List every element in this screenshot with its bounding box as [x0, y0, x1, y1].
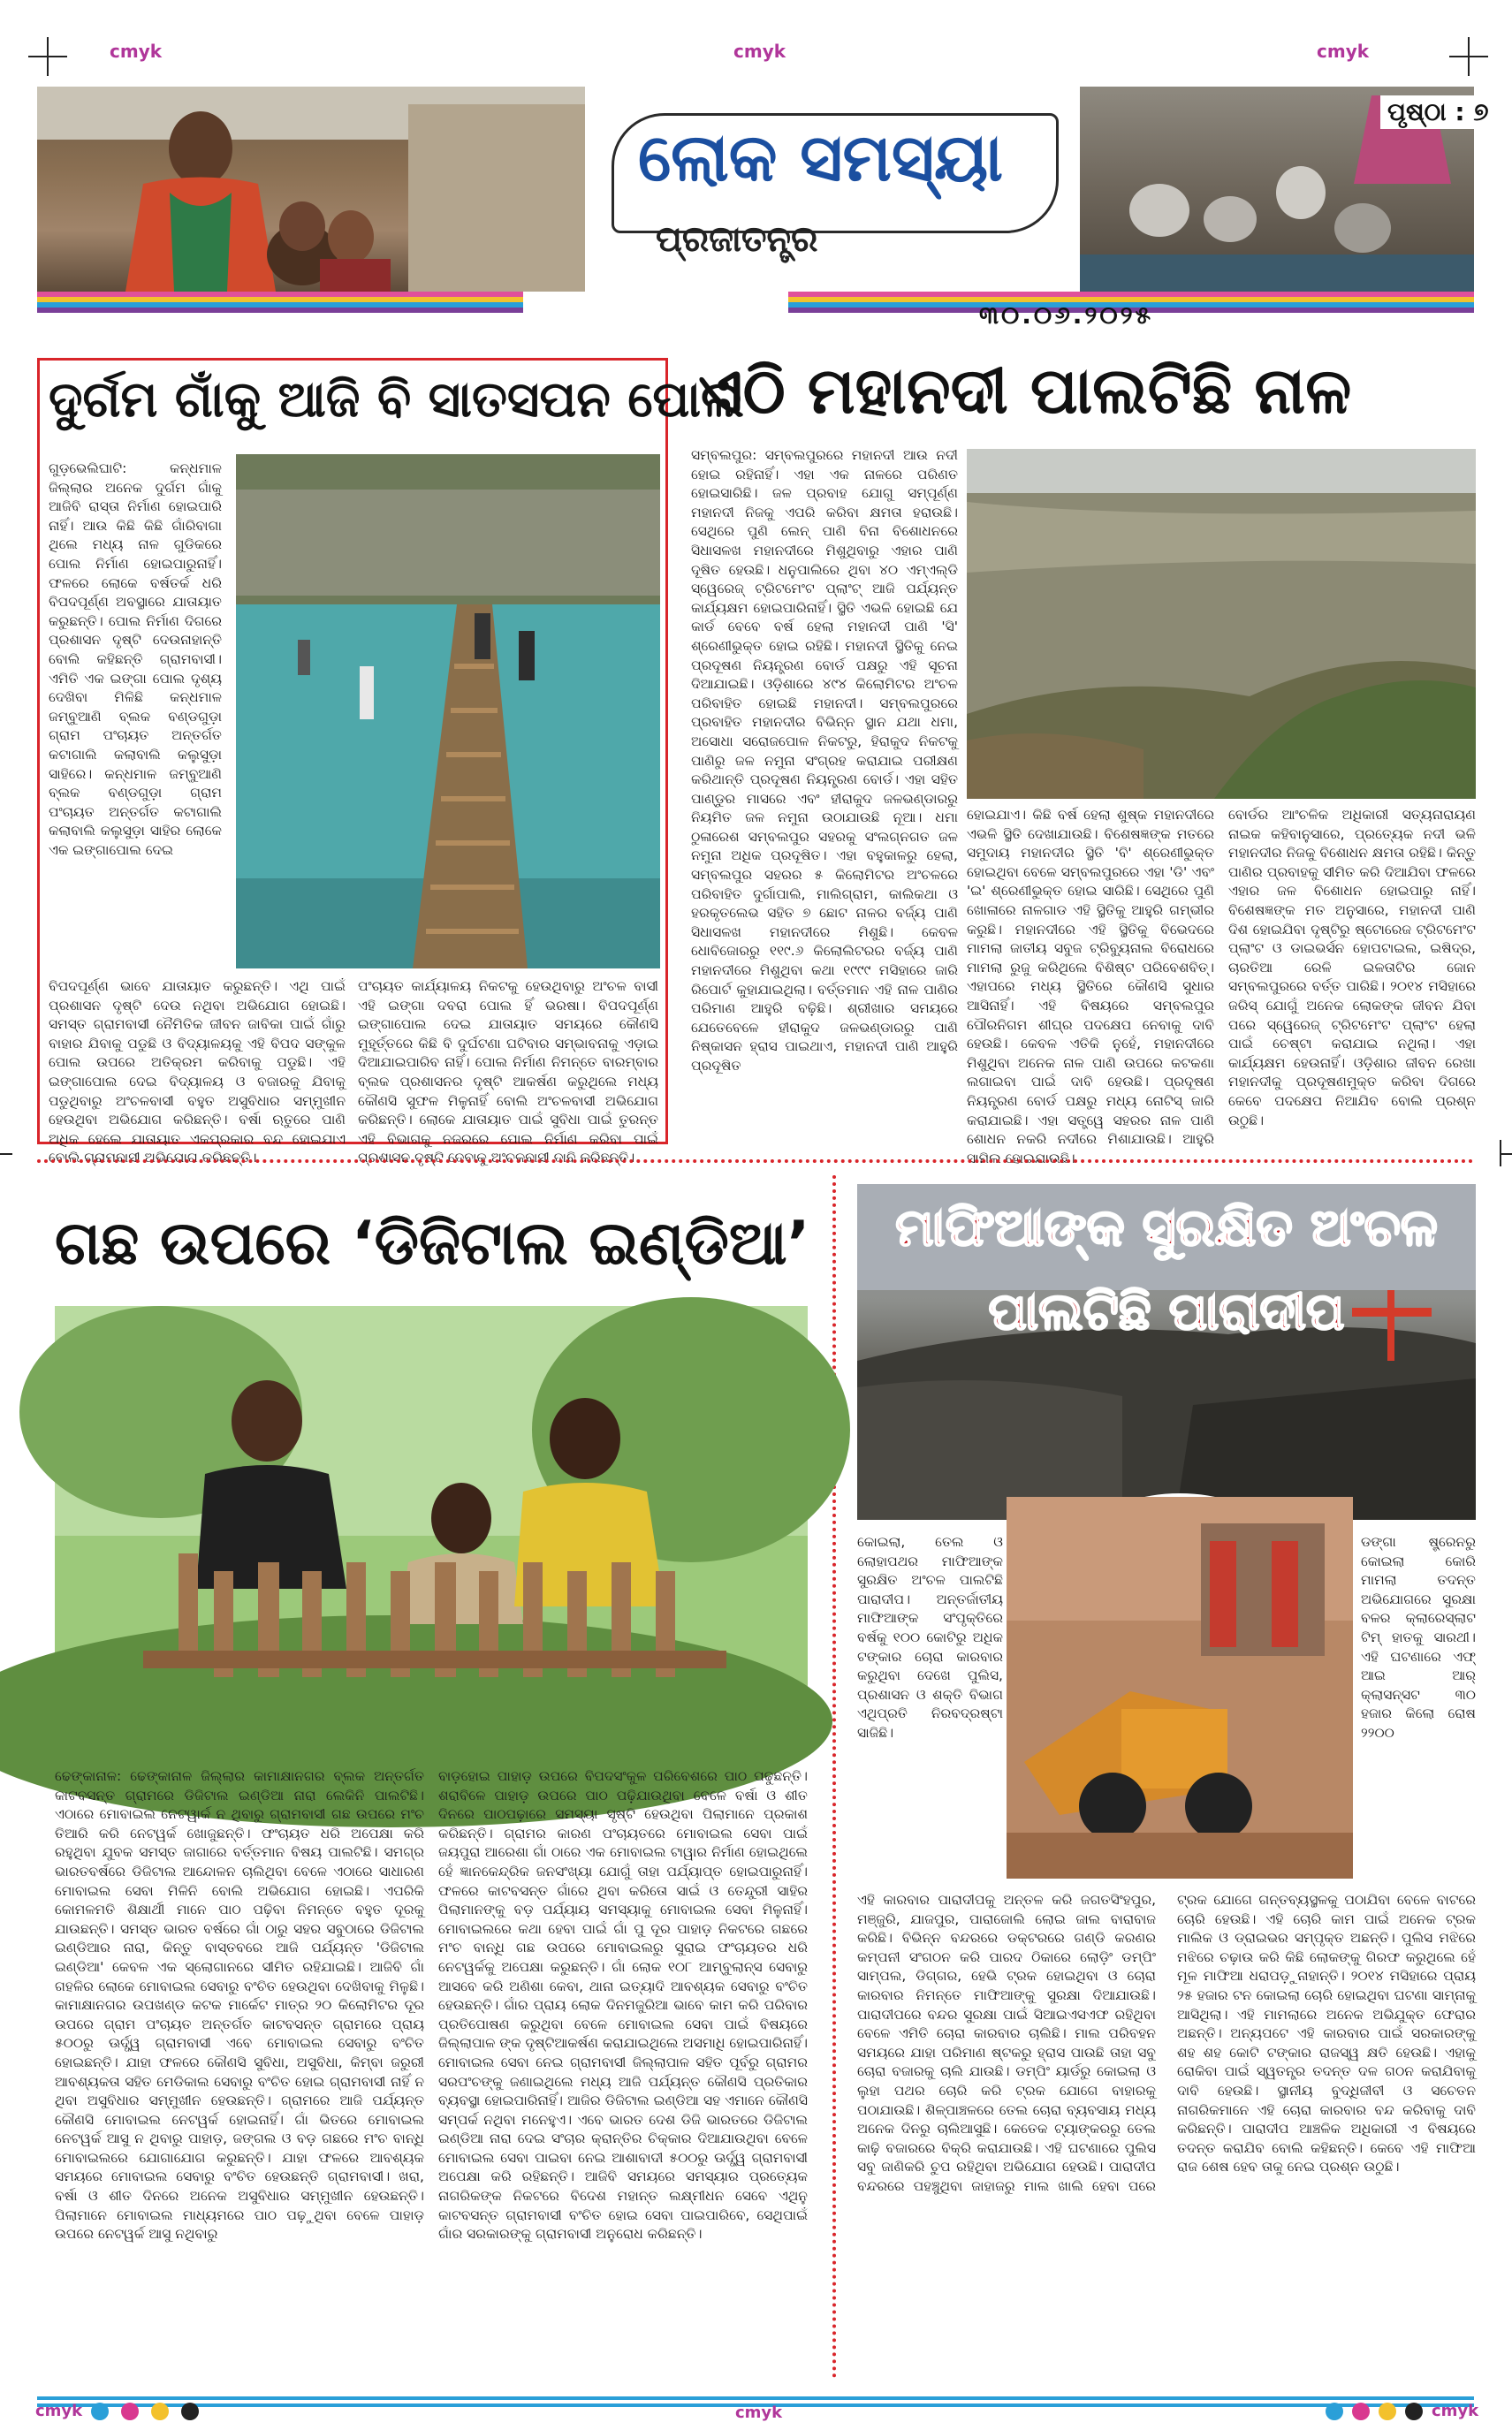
dotted-separator-vertical [832, 1175, 836, 2379]
story-digital-text-col2: ବାଡ଼ହୋଇ ପାହାଡ଼ ଉପରେ ବିପଦସଂକୁଳ ପରିବେଶରେ ପାଠ ପଢୁଛନ୍ତି। ଶରାବିଳେ ପାହାଡ଼ ଉପରେ ପାଠ ପଢ଼ିଯାଉଥିବା ବେଳେ ବର୍ଷା ଓ ଶୀତ ଦିନରେ ପାଠପଢ଼ାରେ ସମସ୍ୟା ସୃଷ୍ଟି ହେଉଥିବା ପିଲାମାନେ ପ୍ରକାଶ କରିଛନ୍ତି। ଗ୍ରାମର କାରଣ ପଂଚାୟତରେ ମୋବାଇଲ ସେବା ପାଇଁ ଜୟପୁରା ଆରେଶା ଗାଁ ଠାରେ ଏକ ମୋବାଇଲ ଟାୱାର ନିର୍ମାଣ ହୋଇଥିଲେ ହେଁ ଜ୍ଞାନକେନ୍ଦ୍ରିକ ଜନସଂଖ୍ୟା ଯୋଗୁଁ ତାହା ପର୍ଯ୍ୟାପ୍ତ ହୋଇପାରୁନାହିଁ। ଫଳରେ କାଟବସନ୍ତ ଗାଁରେ ଥିବା କରିତୋ ସାଇଁ ଓ ତେନ୍ଦୁରୀ ସାହିର ପିଲାମାନଙ୍କୁ ବଡ଼ ପର୍ଯ୍ୟାୟ ସମସ୍ୟାକୁ ମୋବାଇଲ ସେବା ମିଳୁନାହିଁ। ମୋବାଇଲରେ କଥା ହେବା ପାଇଁ ଗାଁ ପୁ ଦୂର ପାହାଡ଼ ନିକଟରେ ଗଛରେ ମଂଚ ବାନ୍ଧି ଗଛ ଉପରେ ମୋବାଇଲରୁ ସୁରାଇ ଫଂଚାୟତର ଧରି ନେଟୱର୍କକୁ ଅପେକ୍ଷା କରୁଛନ୍ତି। ଗାଁ ଲୋକ ୧୦୮ ଆମ୍ବୁଲାନ୍ସ ସେବାରୁ ଆସବେ କରି ଅଣିଶା କେବା, ଥାନା ଇତ୍ୟାଦି ଆବଶ୍ୟକ ସେବାରୁ ବଂଚିତ ହେଉଛନ୍ତି। ଗାଁର ପ୍ରାୟ ଲୋକ ଦିନମଜୁରିଆ ଭାବେ କାମ କରି ପରିବାର ପ୍ରତିପୋଷଣ କରୁଥିବା ବେଳେ ମୋବାଇଲ ସେବା ପାଇଁ ବିଷୟରେ ଜିଲ୍ଲାପାଳ ଙ୍କ ଦୃଷ୍ଟିଆକର୍ଷଣ କରାଯାଇଥିଲେ ଅସମାଧି ହୋଇପାରିନାହିଁ। ମୋବାଇଲ ସେବା ନେଇ ଗ୍ରାମବାସୀ ଜିଲ୍ଲାପାଳ ସହିତ ପୂର୍ବରୁ ଗ୍ରାମର ସରପଂଚଙ୍କୁ ଜଣାଇଥିଲେ ମଧ୍ୟ ଆଜି ପର୍ଯ୍ୟନ୍ତ କୌଣସି ପ୍ରତିକାର ବ୍ୟବସ୍ଥା ହୋଇପାରିନାହିଁ। ଆଜିର ଡିଜିଟାଲ ଇଣ୍ଡିଆ ସହ ଏମାନେ କୌଣସି ସମ୍ପର୍କ ନଥିବା ମନେହୁଏ। ଏବେ ଭାରତ ଦେଶ ଡିଜି ଭାରତରେ ଡିଜିଟାଲ ଇଣ୍ଡିଆ ନାରା ଦେଇ ସଂଚାର କ୍ରାନ୍ତିର ଚିକ୍କାର ଦିଆଯାଉଥିବା ବେଳେ ମୋବାଇଲ ସେବା ପାଇବା ନେଇ ଆଶାବାଦୀ ୫୦୦ରୁ ଊର୍ଦ୍ଧ୍ୱ ଗ୍ରାମବାସୀ ଅପେକ୍ଷା କରି ରହିଛନ୍ତି। ଆଜିବି ସମୟରେ ସମସ୍ୟାର ପ୍ରତ୍ୟେକ ନାଗରିକଙ୍କ ନିକଟରେ ବିଦେଶ ମହାନ୍ତ ଲକ୍ଷ୍ମୀଧନ ସେବେ ଏଥିନୁ କାଟବସନ୍ତ ଗ୍ରାମବାସୀ ବଂଚିତ ହୋଇ ସେବା ପାଇପାରିବେ, ସେଥିପାଇଁ ଗାଁର ସରକାରଙ୍କୁ ଗ୍ରାମବାସୀ ଅନୁରୋଧ କରିଛନ୍ତି। [438, 1768, 808, 2243]
issue-date: ୩୦.୦୬.୨୦୨୫ [979, 300, 1154, 330]
story-bridge-box [37, 358, 744, 1166]
footer-cmyk-center: cmyk [735, 2403, 783, 2422]
masthead-title: ଲୋକ ସମସ୍ୟା [638, 120, 1004, 196]
page-number-label: ପୃଷ୍ଠା : ୭ [1380, 95, 1496, 129]
story-paradip-headline-line2: ପାଲଟିଛି ପାରାଦୀପ [988, 1281, 1345, 1341]
story-mahanadi-photo [967, 449, 1476, 799]
masthead-stripes [37, 292, 1474, 313]
story-digital-headline: ଗଛ ଉପରେ ‘ଡିଜିଟାଲ ଇଣ୍ଡିଆ’ [55, 1209, 810, 1279]
story-digital-photo [55, 1306, 808, 1757]
cmyk-label-left: cmyk [110, 41, 163, 62]
footer-right-registration: cmyk [1326, 2402, 1478, 2420]
story-bridge-text-bottom-left: ବିପଦପୂର୍ଣ୍ଣ ଭାବେ ଯାତାୟାତ କରୁଛନ୍ତି। ଏଥି ପାଇଁ ପ୍ରଶାସନ ଦୃଷ୍ଟି ଦେଉ ନଥିବା ଅଭିଯୋଗ ହୋଇଛି। ସମସ୍ତ ଗ୍ରାମବାସୀ ନୈମିତିକ ଜୀବନ ଜାବିକା ପାଇଁ ଗାଁରୁ ବାହାର ଯିବାକୁ ପଡୁଛି ଓ ବିଦ୍ୟାଳୟକୁ ଏହି ବିପଦ ସଙ୍କୁଳ ପୋଲ ଉପରେ ଅତିକ୍ରମ କରିବାକୁ ପଡୁଛି। ଏହି ଇଙ୍ଗାପୋଲ ଦେଇ ବିଦ୍ୟାଳୟ ଓ ବଜାରକୁ ଯିବାକୁ ପଡୁଥିବାରୁ ଅଂଚଳବାସୀ ବହୁତ ଅସୁବିଧାର ସମ୍ମୁଖୀନ ହେଉଥିବା ଅଭିଯୋଗ କରିଛନ୍ତି। ବର୍ଷା ଋତୁରେ ପାଣି ଅଧିକ ହେଲେ ଯାତାୟାତ ଏକପ୍ରକାର ବନ୍ଦ ହୋଇଯାଏ ବୋଲି ଗ୍ରାମବାସୀ ଅଭିଯୋଗ କରିଛନ୍ତି। [49, 978, 346, 1166]
footer-left-registration: cmyk [35, 2402, 202, 2420]
story-digital-text-col1: ଢେଙ୍କାନାଳ: ଢେଙ୍କାନାଳ ଜିଲ୍ଲାର କାମାକ୍ଷାନଗର ବ୍ଲକ ଅନ୍ତର୍ଗତ କାଟବସନ୍ତ ଗ୍ରାମରେ ଡିଜିଟାଲ ଇଣ୍ଡିଆ ନାରା ଲେକିନି ପାଲଟିଛି। ଏଠାରେ ମୋବାଇଲ ନେଟୱାର୍କ ନ ଥିବାରୁ ଗ୍ରାମବାସୀ ଗଛ ଉପରେ ମଂଚ ତିଆରି କରି ନେଟୱର୍କ ଖୋଜୁଛନ୍ତି। ଫଂଚାୟତ ଧରି ଅପେକ୍ଷା କରି ରହୁଥିବା ଯୁବକ ସମସ୍ତ ଜାଗାରେ ବର୍ତ୍ତମାନ ବିଷୟ ପାଲଟିଛି। ସମଗ୍ର ଭାରତବର୍ଷରେ ଡିଜିଟାଲ ଆନ୍ଦୋଳନ ଚାଲିଥିବା ବେଳେ ଏଠାରେ ସାଧାରଣ ମୋବାଇଲ ସେବା ମିଳିନି ବୋଲି ଅଭିଯୋଗ ହୋଇଛି। ଏପରିକି କୋମଳମତି ଶିକ୍ଷାର୍ଥୀ ମାନେ ପାଠ ପଢ଼ିବା ନିମନ୍ତେ ବହୁତ ଦୂରକୁ ଯାଉଛନ୍ତି। ସମସ୍ତ ଭାରତ ବର୍ଷରେ ଗାଁ ଠାରୁ ସହର ସବୁଠାରେ ଡିଜିଟାଲ ଇଣ୍ଡିଆର ନାରା, କିନ୍ତୁ ବାସ୍ତବରେ ଆଜି ପର୍ଯ୍ୟନ୍ତ 'ଡିଜିଟାଲ ଇଣ୍ଡିଆ' କେବଳ ଏକ ସ୍ଲୋଗାନରେ ସୀମିତ ରହିଯାଇଛି। ଆଜିବି ଗାଁ ଗହଳିର ଲୋକେ ମୋବାଇଲ ସେବାରୁ ବଂଚିତ ହେଉଥିବା ଦେଖିବାକୁ ମିଳୁଛି। କାମାକ୍ଷାନଗର ଉପଖଣ୍ଡ କଟକ ମାର୍କେଟ ମାତ୍ର ୨୦ କିଲୋମିଟର ଦୂର ଉପରେ ଗ୍ରାମ ପଂଚାୟତ ଅନ୍ତର୍ଗତ କାଟବସନ୍ତ ଗ୍ରାମରେ ପ୍ରାୟ ୫୦୦ରୁ ଊର୍ଦ୍ଧ୍ୱ ଗ୍ରାମବାସୀ ଏବେ ମୋବାଇଲ ସେବାରୁ ବଂଚିତ ହୋଇଛନ୍ତି। ଯାହା ଫଳରେ କୌଣସି ସୁବିଧା, ଅସୁବିଧା, କିମ୍ବା ଜରୁରୀ ଆବଶ୍ୟକତା ସହିତ ମେଡିକାଲ ସେବାରୁ ବଂଚିତ ହୋଇ ଗ୍ରାମବାସୀ ନାହିଁ ନ ଥିବା ଅସୁବିଧାର ସମ୍ମୁଖୀନ ହେଉଛନ୍ତି। ଗ୍ରାମରେ ଆଜି ପର୍ଯ୍ୟନ୍ତ କୌଣସି ମୋବାଇଲ ନେଟୱର୍କ ହୋଇନାହିଁ। ଗାଁ ଭିତରେ ମୋବାଇଲ ନେଟୱର୍କ ଆସୁ ନ ଥିବାରୁ ପାହାଡ଼, ଜଙ୍ଗଲ ଓ ବଡ଼ ଗଛରେ ମଂଚ ବାନ୍ଧି ମୋବାଇଲରେ ଯୋଗାଯୋଗ କରୁଛନ୍ତି। ଯାହା ଫଳରେ ଆବଶ୍ୟକ ସମୟରେ ମୋବାଇଲ ସେବାରୁ ବଂଚିତ ହେଉଛନ୍ତି ଗ୍ରାମବାସୀ। ଖରା, ବର୍ଷା ଓ ଶୀତ ଦିନରେ ଅନେକ ଅସୁବିଧାର ସମ୍ମୁଖୀନ ହେଉଛନ୍ତି। ପିଲାମାନେ ମୋବାଇଲ ମାଧ୍ୟମରେ ପାଠ ପଢ଼ୁଥିବା ବେଳେ ପାହାଡ଼ ଉପରେ ନେଟୱର୍କ ଆସୁ ନଥିବାରୁ [55, 1768, 424, 2243]
story-paradip-loader-photo [1003, 1493, 1356, 1882]
masthead-title-area [585, 87, 1080, 292]
black-dot-icon [181, 2403, 199, 2420]
story-bridge-text-bottom-right: ପଂଚାୟତ କାର୍ଯ୍ୟାଳୟ ନିକଟକୁ ହେଉଥିବାରୁ ଅଂଚଳ ବାସୀ ଏହି ଇଙ୍ଗା ଦବରା ପୋଲ ହିଁ ଭରଷା। ବିପଦପୂର୍ଣ୍ଣ ଇଙ୍ଗାପୋଲ ଦେଇ ଯାତାୟାତ ସମୟରେ କୌଣସି ମୁହୂର୍ତ୍ତରେ କିଛି ବି ଦୁର୍ଘଟଣା ଘଟିବାର ସମ୍ଭାବନାକୁ ଏଡ଼ାଇ ଦିଆଯାଇପାରିବ ନାହିଁ। ପୋଲ ନିର୍ମାଣ ନିମନ୍ତେ ବାରମ୍ବାର ବ୍ଲକ ପ୍ରଶାସନର ଦୃଷ୍ଟି ଆକର୍ଷଣ କରୁଥିଲେ ମଧ୍ୟ କୌଣସି ସୁଫଳ ମିଳୁନାହିଁ ବୋଲି ଅଂଚଳବାସୀ ଅଭିଯୋଗ କରିଛନ୍ତି। ଲୋକେ ଯାତାୟାତ ପାଇଁ ସୁବିଧା ପାଇଁ ତୁରନ୍ତ ଏହି ବିଭାଗକୁ ନଜରରେ ପୋଲ ନିର୍ମାଣ କରିବା ପାଇଁ ପ୍ରଶାସନ ଦୃଷ୍ଟି ଦେବାକୁ ଅଂଚଳବାସୀ ଦାବି କରିଛନ୍ତି। [358, 978, 658, 1166]
cyan-dot-icon [1326, 2403, 1343, 2420]
masthead-brand: ପ୍ରଜାତନ୍ତ୍ର [656, 219, 818, 260]
story-mahanadi-text-col2: ହୋଇଯାଏ। କିଛି ବର୍ଷ ହେଲା ଶୁଷ୍କ ମହାନଦୀରେ ଏଭଳି ସ୍ଥିତି ଦେଖାଯାଉଛି। ବିଶେଷଜ୍ଞଙ୍କ ମତରେ ସମୁଦାୟ ମହାନଦୀର ସ୍ଥିତି 'ବି' ଶ୍ରେଣୀଭୁକ୍ତ ହୋଇଥିବା ବେଳେ ସମ୍ବଲପୁରରେ ଏହା 'ଡି' ଏବଂ 'ଇ' ଶ୍ରେଣୀଭୁକ୍ତ ହୋଇ ସାରିଛି। ସେଥିରେ ପୁଣି ଖୋଳାରେ ନାଳଗାଡ ଏହି ସ୍ଥିତିକୁ ଆହୁରି ଗମ୍ଭୀର କରୁଛି। ମହାନଦୀରେ ଏହି ସ୍ଥିତିକୁ ବିଭେଦରେ ମାମଲା ଜାତୀୟ ସବୁଜ ଟ୍ରିବ୍ୟୁନାଲ ବିରୋଧରେ ମାମଲା ରୁଜୁ କରିଥିଲେ ବିଶିଷ୍ଟ ପରିବେଶବିତ୍। ଏହାପରେ ମଧ୍ୟ ସ୍ଥିତିରେ କୌଣସି ସୁଧାର ଆସିନାହିଁ। ଏହି ବିଷୟରେ ସମ୍ବଲପୁର ପୌରନିଗମ ଶୀଘ୍ର ପଦକ୍ଷେପ ନେବାକୁ ଦାବି ହେଉଛି। କେବଳ ଏତିକି ନୁହେଁ, ମହାନଦୀରେ ମିଶୁଥିବା ଅନେକ ନାଳ ପାଣି ଉପରେ କଟକଣା ଲଗାଇବା ପାଇଁ ଦାବି ହେଉଛି। ପ୍ରଦୂଷଣ ନିୟନ୍ତ୍ରଣ ବୋର୍ଡ ପକ୍ଷରୁ ମଧ୍ୟ ନୋଟିସ୍ ଜାରି କରାଯାଇଛି। ଏହା ସତ୍ତ୍ୱେ ସହରର ନାଳ ପାଣି ଶୋଧନ ନକରି ନଦୀରେ ମିଶାଯାଉଛି। ଆହୁରି ସାମିଲ ହୋଇଯାଉଛି। [967, 807, 1214, 1166]
story-mahanadi-text-col1: ସମ୍ବଲପୁର: ସମ୍ବଲପୁରରେ ମହାନଦୀ ଆଉ ନଦୀ ହୋଇ ରହିନାହିଁ। ଏହା ଏକ ନାଳରେ ପରିଣତ ହୋଇସାରିଛି। ଜଳ ପ୍ରବାହ ଯୋଗୁ ସମ୍ପୂର୍ଣ୍ଣ ମହାନଦୀ ନିଜକୁ ଏପରି କରିବା କ୍ଷମତା ହରାଉଛି। ସେଥିରେ ପୁଣି ଲେନ୍ ପାଣି ବିନା ବିଶୋଧନରେ ସିଧାସଳଖ ମହାନଦୀରେ ମିଶୁଥିବାରୁ ଏହାର ପାଣି ଦୂଷିତ ହେଉଛି। ଧନୁପାଲିରେ ଥିବା ୪୦ ଏମ୍‌ଏଲ୍‌ଡି ସ୍ୱେରେଜ୍ ଟ୍ରିଟମେଂଟ ପ୍ଲାଂଟ୍ ଆଜି ପର୍ଯ୍ୟନ୍ତ କାର୍ଯ୍ୟକ୍ଷମ ହୋଇପାରିନାହିଁ। ସ୍ଥିତି ଏଭଳି ହୋଇଛି ଯେ କାର୍ଡ ବେବେ ବର୍ଷ ହେଲା ମହାନଦୀ ପାଣି 'ସି' ଶ୍ରେଣୀଭୁକ୍ତ ହୋଇ ରହିଛି। ମହାନଦୀ ସ୍ଥିତିକୁ ନେଇ ପ୍ରଦୂଷଣ ନିୟନ୍ତ୍ରଣ ବୋର୍ଡ ପକ୍ଷରୁ ଏହି ସୂଚନା ଦିଆଯାଇଛି। ଓଡ଼ିଶାରେ ୪୯୪ କିଲୋମିଟର ଅଂଚଳ ପରିବାହିତ ହୋଇଛି ମହାନଦୀ। ସମ୍ବଲପୁରରେ ପ୍ରବାହିତ ମହାନଦୀର ବିଭିନ୍ନ ସ୍ଥାନ ଯଥା ଧମା, ଅସୋଧା ସରୋଜପୋଳ ନିକଟରୁ, ହିରାକୁଦ ନିକଟକୁ ପାଣିରୁ ଜଳ ନମୁନା ସଂଗ୍ରହ କରାଯାଇ ପରୀକ୍ଷଣ କରିଥାନ୍ତି ପ୍ରଦୂଷଣ ନିୟନ୍ତ୍ରଣ ବୋର୍ଡ। ଏହା ସହିତ ପାଣ୍ଡୁର ମାସରେ ଏବଂ ହୀରାକୁଦ ଜଳଭଣ୍ଡାରରୁ ନିୟମିତ ଜଳ ନମୁନା ଉଠାଯାଉଛି ନୂଆ। ଧମା ଠୁଳାରେଶ ସମ୍ବଲପୁର ସହରକୁ ସଂଲଗ୍ନଗତ ଜଳ ନମୁନା ଅଧିକ ପ୍ରଦୂଷିତ। ଏହା ବହୁକାଳରୁ ହେଲା, ସମ୍ବଲପୁର ସହରର ୫ କିଲୋମିଟର ଅଂଚଳରେ ପରିବାହିତ ଦୁର୍ଗାପାଲି, ମାଲିଗ୍ରାମ, କାଲିକଥା ଓ ହରକୃତଲେଭ ସହିତ ୭ ଛୋଟ ନାଳର ବର୍ଜ୍ୟ ପାଣି ସିଧାସଳଖ ମହାନଦୀରେ ମିଶୁଛି। କେବଳ ଧୋବିଜୋରରୁ ୧୧୯.୬ କିଲୋଲିଟରର ବର୍ଜ୍ୟ ପାଣି ମହାନଦୀରେ ମିଶୁଥିବା କଥା ୧୯୯୯ ମସିହାରେ ଜାରି ରିପୋର୍ଟ କୁହାଯାଇଥିଲା। ବର୍ତ୍ତମାନ ଏହି ନାଳ ପାଣିର ପରିମାଣ ଆହୁରି ବଢ଼ିଛି। ଶ୍ରୀଖାର ସମୟରେ ଯେତେବେଳେ ହୀରାକୁଦ ଜଳଭଣ୍ଡାରରୁ ପାଣି ନିଷ୍କାସନ ହ୍ରାସ ପାଇଥାଏ, ମହାନଦୀ ପାଣି ଆହୁରି ପ୍ରଦୂଷିତ [691, 447, 958, 1074]
story-bridge-headline: ଦୁର୍ଗମ ଗାଁକୁ ଆଜି ବି ସାତସପନ ପୋଲ [49, 371, 744, 429]
cmyk-label-right: cmyk [1317, 41, 1370, 62]
masthead-banner [37, 87, 1489, 292]
yellow-dot-icon [151, 2403, 169, 2420]
black-dot-icon [1405, 2403, 1423, 2420]
dotted-separator-horizontal [37, 1159, 1474, 1163]
story-paradip-text-left: କୋଇଲା, ତେଲ ଓ ଲୋହାପଥର ମାଫିଆଙ୍କ ସୁରକ୍ଷିତ ଅଂଚଳ ପାଲଟିଛି ପାରାଦୀପ। ଅନ୍ତର୍ଜାତୀୟ ମାଫିଆଙ୍କ ସଂପୃକ୍ତିରେ ବର୍ଷକୁ ୧୦୦ କୋଟିରୁ ଅଧିକ ଟଙ୍କାର ଚୋରା କାରବାର କରୁଥିବା ଦେଖେ ପୁଲିସ, ପ୍ରଶାସନ ଓ ଶକ୍ତି ବିଭାଗ ଏଥିପ୍ରତି ନିରବଦ୍ରଷ୍ଟା ସାଜିଛି। [857, 1534, 1003, 1741]
side-mark-right-vertical [1500, 1140, 1501, 1166]
masthead-photo-family [37, 87, 585, 292]
crop-mark-top-left [28, 37, 67, 76]
story-paradip-headline-line1: ମାଫିଆଙ୍କ ସୁରକ୍ଷିତ ଅଂଚଳ [895, 1197, 1438, 1257]
side-mark-right [1500, 1153, 1512, 1155]
side-mark-left [0, 1153, 12, 1155]
crop-mark-top-right [1449, 37, 1488, 76]
story-mahanadi-headline: ଏଠି ମହାନଦୀ ପାଲଟିଛି ନାଳ [698, 353, 1352, 428]
story-paradip-text-bottom: ଏହି କାରବାର ପାରାଦୀପକୁ ଅନ୍ତଳ କରି ଜଗତସିଂହପୁର, ମଞ୍ଜୁରି, ଯାଜପୁର, ପାରାଜୋଲି ଲୋଇ ଜାଲ ବାରାବାଜ କରିଛି। ବିଭିନ୍ନ ବନ୍ଦରରେ ଡକ୍ଟରରେ ଗଣ୍ଡି କରଣର କମ୍ପନୀ ସଂଗଠନ କରି ପାରଦ ଠିକାରେ ଲୋଡ଼ିଂ ଡମ୍ପିଂ ସାମ୍ପଲ, ଡିଗ୍ଗର, ହେଭି ଟ୍ରକ ହୋଇଥିବା ଓ ଚୋରା କାରବାର ନିମନ୍ତେ ମାଫିଆଙ୍କୁ ସୁରକ୍ଷା ଦିଆଯାଉଛି। ପାରାଦୀପରେ ବନ୍ଦର ସୁରକ୍ଷା ପାଇଁ ସିଆଇଏସଏଫ ରହିଥିବା ବେଳେ ଏମିତି ଚୋରା କାରବାର ଚାଲିଛି। ମାଲ ପରିବହନ ସମୟରେ ଯାହା ପରିମାଣ ଷ୍ଟକରୁ ହ୍ରାସ ପାଉଛି ତାହା ସବୁ ଚୋରା ବଜାରକୁ ଚାଲି ଯାଉଛି। ଡମ୍ପିଂ ୟାର୍ଡରୁ କୋଇଲା ଓ ଲୁହା ପଥର ଚୋରି କରି ଟ୍ରକ ଯୋଗେ ବାହାରକୁ ପଠାଯାଉଛି। ଶିଳ୍ପାଞ୍ଚଳରେ ତେଲ ଚୋରା ବ୍ୟବସାୟ ମଧ୍ୟ ଅନେକ ଦିନରୁ ଚାଲିଆସୁଛି। କେତେକ ଟ୍ୟାଙ୍କରରୁ ତେଲ କାଢ଼ି ବଜାରରେ ବିକ୍ରି କରାଯାଉଛି। ଏହି ଘଟଣାରେ ପୁଲିସ ସବୁ ଜାଣିକରି ଚୁପ ରହିଥିବା ଅଭିଯୋଗ ହେଉଛି। ପାରାଦୀପ ବନ୍ଦରରେ ପହଞ୍ଚୁଥିବା ଜାହାଜରୁ ମାଲ ଖାଲି ହେବା ପରେ ଟ୍ରକ ଯୋଗେ ଗନ୍ତବ୍ୟସ୍ଥଳକୁ ପଠାଯିବା ବେଳେ ବାଟରେ ଚୋରି ହେଉଛି। ଏହି ଚୋରି କାମ ପାଇଁ ଅନେକ ଟ୍ରକ ମାଲିକ ଓ ଡ୍ରାଇଭର ସମ୍ପୃକ୍ତ ଅଛନ୍ତି। ପୁଲିସ ମଝିରେ ମଝିରେ ଚଢ଼ାଉ କରି କିଛି ଲୋକଙ୍କୁ ଗିରଫ କରୁଥିଲେ ହେଁ ମୂଳ ମାଫିଆ ଧରାପଡ଼ୁନାହାନ୍ତି। ୨୦୧୪ ମସିହାରେ ପ୍ରାୟ ୨୫ ହଜାର ଟନ କୋଇଲା ଚୋରି ହୋଇଥିବା ଘଟଣା ସାମ୍ନାକୁ ଆସିଥିଲା। ଏହି ମାମଲାରେ ଅନେକ ଅଭିଯୁକ୍ତ ଫେରାର ଅଛନ୍ତି। ଅନ୍ୟପଟେ ଏହି କାରବାର ପାଇଁ ସରକାରଙ୍କୁ ଶହ ଶହ କୋଟି ଟଙ୍କାର ରାଜସ୍ୱ କ୍ଷତି ହେଉଛି। ଏହାକୁ ରୋକିବା ପାଇଁ ସ୍ୱତନ୍ତ୍ର ତଦନ୍ତ ଦଳ ଗଠନ କରାଯିବାକୁ ଦାବି ହେଉଛି। ସ୍ଥାନୀୟ ବୁଦ୍ଧିଜୀବୀ ଓ ସଚେତନ ନାଗରିକମାନେ ଏହି ଚୋରା କାରବାର ବନ୍ଦ କରିବାକୁ ଦାବି କରିଛନ୍ତି। ପାରାଦୀପ ଆଞ୍ଚଳିକ ଅଧିକାରୀ ଏ ବିଷୟରେ ତଦନ୍ତ କରାଯିବ ବୋଲି କହିଛନ୍ତି। କେବେ ଏହି ମାଫିଆ ରାଜ ଶେଷ ହେବ ତାକୁ ନେଇ ପ୍ରଶ୍ନ ଉଠୁଛି। [857, 1892, 1476, 2194]
cmyk-label-center: cmyk [733, 41, 786, 62]
cyan-dot-icon [91, 2403, 109, 2420]
yellow-dot-icon [1379, 2403, 1396, 2420]
story-mahanadi-text-col3: ବୋର୍ଡର ଆଂଚଳିକ ଅଧିକାରୀ ସତ୍ୟନାରାୟଣ ନାଇକ କହିବାନୁସାରେ, ପ୍ରତ୍ୟେକ ନଦୀ ଭଳି ମହାନଦୀର ନିଜକୁ ବିଶୋଧନ କ୍ଷମତା ରହିଛି। କିନ୍ତୁ ପାଣିର ପ୍ରବାହକୁ ସୀମିତ କରି ଦିଆଯିବା ଫଳରେ ଏହାର ଜଳ ବିଶୋଧନ ହୋଇପାରୁ ନାହିଁ। ବିଶେଷଜ୍ଞଙ୍କ ମତ ଅନୁସାରେ, ମହାନଦୀ ପାଣି ଦିଶ ହୋଇଯିବା ଦୃଷ୍ଟିରୁ ଷ୍ଟୋରେଜ ଟ୍ରିଟମେଂଟ ପ୍ଲାଂଟ ଓ ଡାଇଭର୍ସନ ହୋପଟାଇଲ, ଇଷିଦ୍ର, ଚାରତିଆ ରେଳି ଇଳତାଟିର ଜୋନ ସମ୍ବଲପୁରରେ ବର୍ତ୍ତ ପାରିଛି। ୨୦୧୪ ମସିହାରେ ଜରିସ୍ ଯୋଗୁଁ ଅନେକ ଲୋକଙ୍କ ଜୀବନ ଯିବା ପରେ ସ୍ୱେରେଜ୍ ଟ୍ରିଟମେଂଟ ପ୍ଲାଂଟ ହେଲା ପାଇଁ ଚେଷ୍ଟା କରାଯାଇ ନଥିଲା। ଏହା କାର୍ଯ୍ୟକ୍ଷମ ହେଉନାହିଁ। ଓଡ଼ିଶାର ଜୀବନ ରେଖା ମହାନଦୀକୁ ପ୍ରଦୂଷଣମୁକ୍ତ କରିବା ଦିଗରେ କେବେ ପଦକ୍ଷେପ ନିଆଯିବ ବୋଲି ପ୍ରଶ୍ନ ଉଠୁଛି। [1228, 807, 1476, 1128]
story-paradip-text-right: ଡଙ୍ଗା ଷ୍ଟ୍ରେନରୁ କୋଇଲା କୋରି ମାମଲା ତଦନ୍ତ ଅଭିଯୋଗରେ ସୁରକ୍ଷା ବଳର କ୍ଲାରେସ୍ଲାଟ ଟିମ୍ ହାତକୁ ସାରଥୀ। ଏହି ଘଟଣାରେ ଏଫ୍ ଆଇ ଆର୍ କ୍ଲାସନ୍ସଟ ୩୦ ହଜାର କିଲୋ ରୋଷ ୨୨୦୦ [1361, 1534, 1476, 1741]
magenta-dot-icon [121, 2403, 139, 2420]
story-bridge-text-left: ଗୁଡ଼ଭେଲିଘାଟି: କନ୍ଧମାଳ ଜିଲ୍ଲାର ଅନେକ ଦୁର୍ଗମ ଗାଁକୁ ଆଜିବି ରାସ୍ତା ନିର୍ମାଣ ହୋଇପାରି ନାହିଁ। ଆଉ କିଛି କିଛି ଗାଁରିବାଗା ଥିଲେ ମଧ୍ୟ ନାଳ ଗୁଡିକରେ ପୋଲ ନିର୍ମାଣ ହୋଇପାରୁନାହିଁ। ଫଳରେ ଲୋକେ ବର୍ଷତର୍କ ଧରି ବିପଦପୂର୍ଣ୍ଣ ଅବସ୍ଥାରେ ଯାତାୟାତ କରୁଛନ୍ତି। ପୋଲ ନିର୍ମାଣ ଦିଗରେ ପ୍ରଶାସନ ଦୃଷ୍ଟି ଦେଉନାହାନ୍ତି ବୋଲି କହିଛନ୍ତି ଗ୍ରାମବାସୀ। ଏମିତି ଏକ ଇଙ୍ଗା ପୋଲ ଦୃଶ୍ୟ ଦେଖିବା ମିଳିଛି କନ୍ଧମାଳ ଜମ୍ବୁଆଣି ବ୍ଲକ ବଣ୍ଡଗୁଡ଼ା ଗ୍ରାମ ପଂଚାୟତ ଅନ୍ତର୍ଗତ କଟାଗାଲି କଲାବାଲି କଲୁସୁଡ଼ା ସାହିରେ। କନ୍ଧମାଳ ଜମ୍ବୁଆଣି ବ୍ଲକ ବଣ୍ଡଗୁଡ଼ା ଗ୍ରାମ ପଂଚାୟତ ଅନ୍ତର୍ଗତ କଟାଗାଲି କଲାବାଲି କଲୁସୁଡ଼ା ସାହିର ଲୋକେ ଏକ ଇଙ୍ଗାପୋଲ ଦେଇ [49, 460, 222, 858]
story-bridge-photo [236, 454, 660, 968]
magenta-dot-icon [1352, 2403, 1370, 2420]
